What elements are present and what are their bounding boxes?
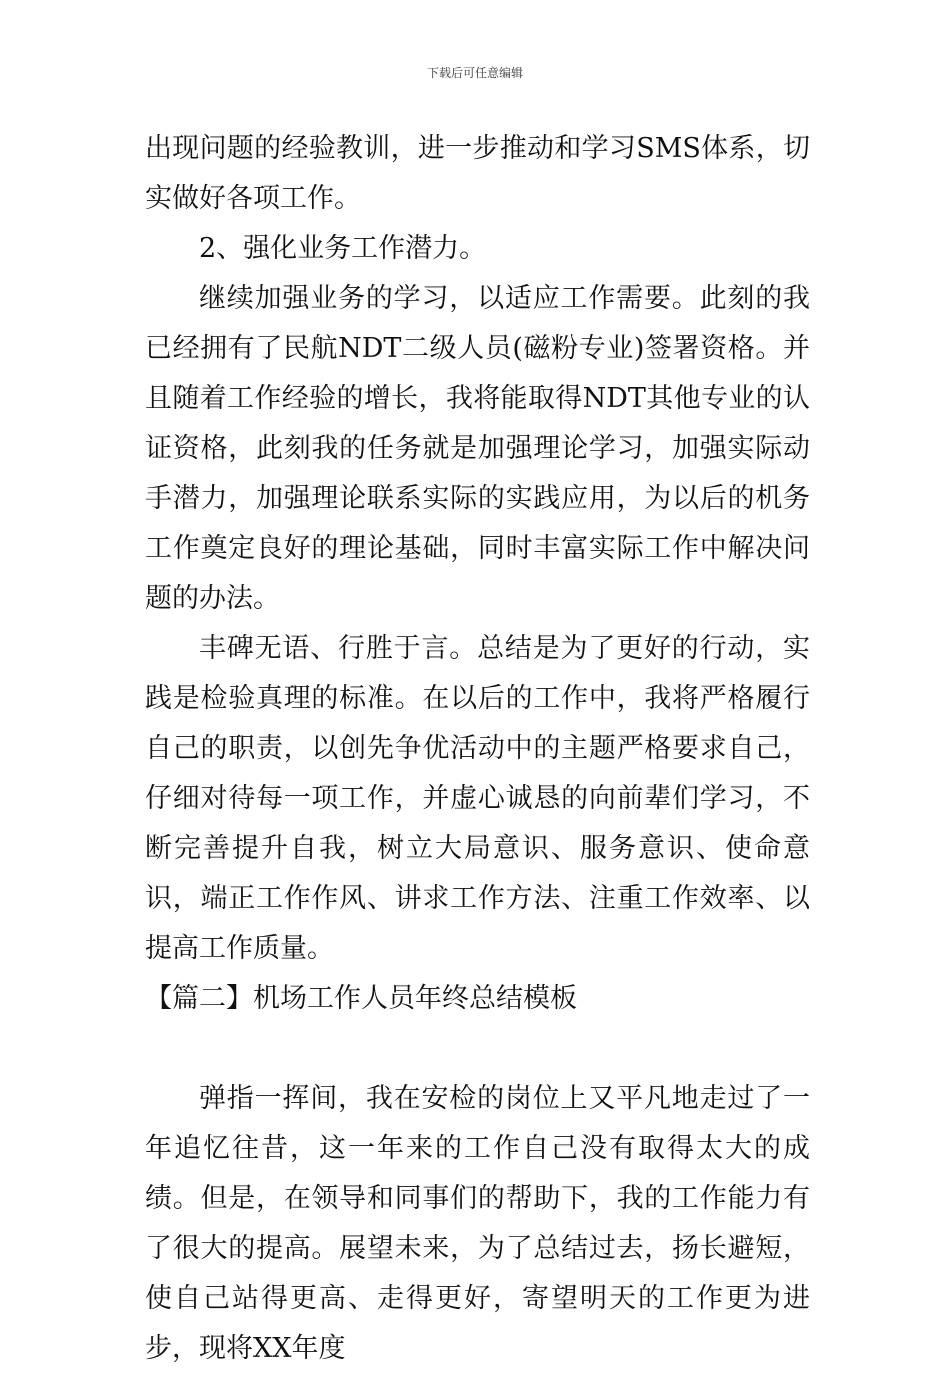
page-header: 下载后可任意编辑 [426,66,523,80]
blank-line [145,1024,810,1074]
paragraph-continuation: 出现问题的经验教训，进一步推动和学习SMS体系，切实做好各项工作。 [145,133,810,214]
section-heading: 【篇二】机场工作人员年终总结模板 [145,983,577,1014]
document-body [145,124,810,1374]
paragraph-conclusion: 丰碑无语、行胜于言。总结是为了更好的行动，实践是检验真理的标准。在以后的工作中，我将严格履行自己的职责，以创先争优活动中的主题严格要求自己，仔细对待每一项工作，并虚心诚恳的向前辈们学习，不断完善提升自我，树立大局意识、服务意识、使命意识，端正工作作风、讲求工作方法、注重工作效率、以提高工作质量。 [145,633,810,964]
paragraph-business-study: 继续加强业务的学习，以适应工作需要。此刻的我已经拥有了民航NDT二级人员(磁粉专业)签署资格。并且随着工作经验的增长，我将能取得NDT其他专业的认证资格，此刻我的任务就是加强理论学习，加强实际动手潜力，加强理论联系实际的实践应用，为以后的机务工作奠定良好的理论基础，同时丰富实际工作中解决问题的办法。 [145,283,810,614]
paragraph-intro: 弹指一挥间，我在安检的岗位上又平凡地走过了一年追忆往昔，这一年来的工作自己没有取得太大的成绩。但是，在领导和同事们的帮助下，我的工作能力有了很大的提高。展望未来，为了总结过去，扬长避短，使自己站得更高、走得更好，寄望明天的工作更为进步，现将XX年度 [145,1083,810,1364]
section-subheading: 2、强化业务工作潜力。 [199,233,487,264]
